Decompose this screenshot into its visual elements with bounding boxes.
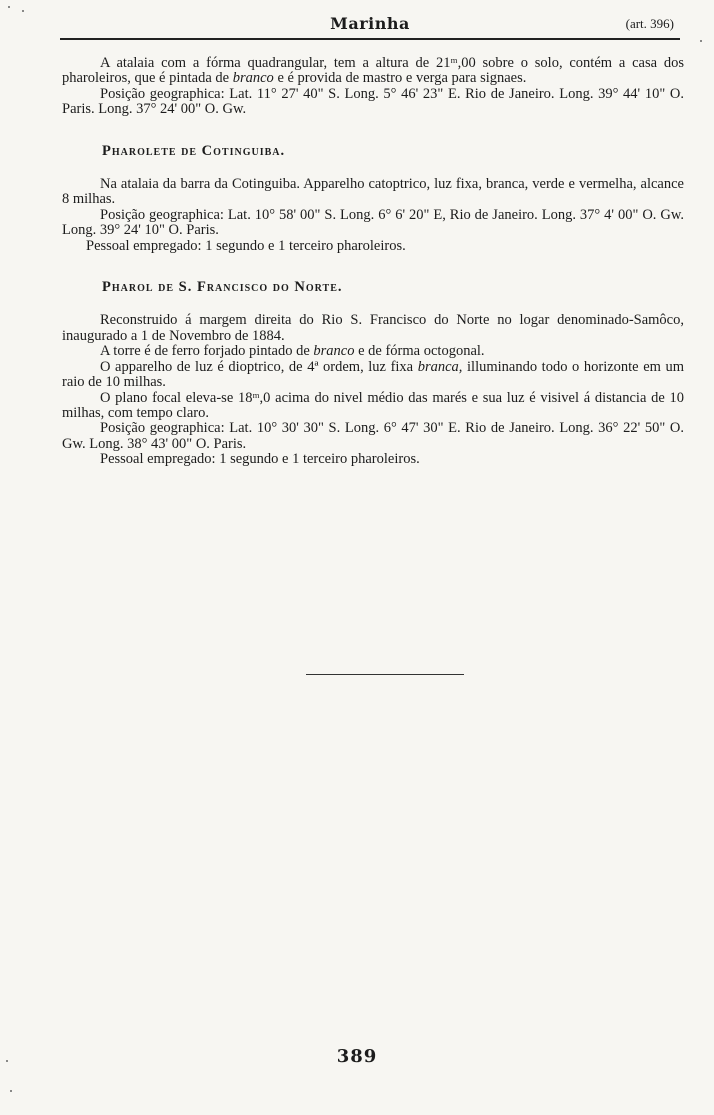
tower-emphasis-branco: branco <box>313 343 355 360</box>
section-divider-rule <box>306 674 464 675</box>
intro-emphasis-branco: branco <box>232 70 274 87</box>
print-speck <box>700 40 702 42</box>
intro-text-end: e é provida de mastro e verga para signaes. <box>277 70 527 87</box>
print-speck <box>22 10 24 12</box>
apparatus-text: O apparelho de luz é dioptrico, de 4ª ordem, luz fixa <box>100 358 414 375</box>
intro-text: A atalaia com a fórma quadrangular, tem a altura de 21ᵐ,00 sobre o solo, contém a casa dos pharoleiros, que é pintada de <box>62 55 684 87</box>
cotinguiba-position: Posição geographica: Lat. 10° 58' 00" S. Long. 6° 6' 20" E, Rio de Janeiro. Long. 37° 4' 00" O. Gw. Long. 39° 24' 10" O. Paris. <box>62 206 684 239</box>
section-title-cotinguiba: Pharolete de Cotinguiba. <box>102 142 286 159</box>
article-reference: (art. 396) <box>625 16 674 31</box>
sao-francisco-position: Posição geographica: Lat. 10° 30' 30" S. Long. 6° 47' 30" E. Rio de Janeiro. Long. 36° 22' 50" O. Gw. Long. 38° 43' 00" O. Paris. <box>62 420 684 452</box>
sao-francisco-focal-plane: O plano focal eleva-se 18ᵐ,0 acima do nivel médio das marés e sua luz é visivel á distancia de 10 milhas, com tempo claro. <box>62 389 684 421</box>
apparatus-emphasis-branca: branca, <box>417 358 463 375</box>
tower-text-end: e de fórma octogonal. <box>358 343 485 360</box>
cotinguiba-description: Na atalaia da barra da Cotinguiba. Apparelho catoptrico, luz fixa, branca, verde e vermelha, alcance 8 milhas. <box>62 176 684 208</box>
section-title-sao-francisco: Pharol de S. Francisco do Norte. <box>102 279 343 296</box>
page-body <box>62 56 684 468</box>
apparatus-text-end: illuminando todo o horizonte em um raio de 10 milhas. <box>62 358 685 391</box>
print-speck <box>8 6 10 8</box>
print-speck <box>10 1090 12 1092</box>
sao-francisco-tower <box>62 344 684 359</box>
sao-francisco-apparatus <box>62 360 684 391</box>
sao-francisco-description: Reconstruido á margem direita do Rio S. Francisco do Norte no logar denominado-Samôco, inaugurado a 1 de Novembro de 1884. <box>62 312 684 344</box>
tower-text: A torre é de ferro forjado pintado de <box>100 343 310 360</box>
print-speck <box>6 1060 8 1062</box>
sao-francisco-personnel: Pessoal empregado: 1 segundo e 1 terceiro pharoleiros. <box>100 451 420 468</box>
intro-position: Posição geographica: Lat. 11° 27' 40" S. Long. 5° 46' 23" E. Rio de Janeiro. Long. 39° 44' 10" O. Paris. Long. 37° 24' 00" O. Gw. <box>62 85 684 118</box>
header-title: Marinha <box>330 14 410 33</box>
cotinguiba-personnel: Pessoal empregado: 1 segundo e 1 terceiro pharoleiros. <box>86 237 406 254</box>
intro-paragraph <box>62 56 684 87</box>
running-header <box>60 12 680 40</box>
page-number: 389 <box>336 1046 378 1067</box>
